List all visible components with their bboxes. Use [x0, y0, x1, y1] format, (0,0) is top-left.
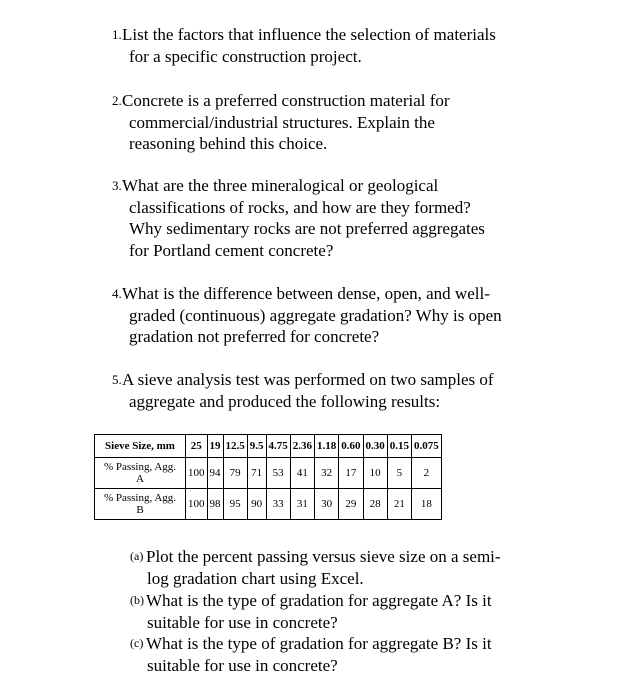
row-label-line: A [136, 473, 144, 485]
row-label-line: % Passing, Agg. [103, 492, 177, 504]
question-4 [112, 283, 552, 348]
question-number: 4. [112, 286, 122, 301]
passing-value-cell: 18 [412, 489, 442, 520]
row-label-line: B [136, 504, 144, 516]
passing-value-cell: 53 [266, 458, 290, 489]
question-number: 1. [112, 27, 122, 42]
sieve-size-cell: 0.60 [339, 435, 363, 458]
passing-value-cell: 28 [363, 489, 387, 520]
subquestion-a [130, 546, 550, 589]
passing-value-cell: 33 [266, 489, 290, 520]
passing-value-cell: 100 [186, 489, 208, 520]
row-label-line: % Passing, Agg. [103, 461, 177, 473]
question-5 [112, 369, 552, 412]
passing-value-cell: 32 [315, 458, 339, 489]
subquestion-letter: (a) [130, 549, 144, 563]
subquestion-letter: (b) [130, 593, 144, 607]
sieve-size-cell: 9.5 [247, 435, 266, 458]
subquestion-b [130, 590, 550, 633]
question-text-line: List the factors that influence the selection of materials [122, 25, 496, 44]
question-text-line: classifications of rocks, and how are they formed? [129, 197, 471, 217]
subquestion-c [130, 633, 550, 676]
passing-value-cell: 98 [207, 489, 223, 520]
table-row [95, 458, 442, 489]
question-text-line: Why sedimentary rocks are not preferred aggregates [129, 219, 485, 238]
sieve-size-cell: 19 [207, 435, 223, 458]
passing-value-cell: 10 [363, 458, 387, 489]
sieve-size-cell: 0.075 [412, 435, 442, 458]
question-text-line: Concrete is a preferred construction material for [122, 91, 450, 110]
sieve-size-cell: 12.5 [223, 435, 247, 458]
question-text-line: graded (continuous) aggregate gradation? Why is open [129, 305, 502, 325]
passing-value-cell: 5 [387, 458, 411, 489]
passing-value-cell: 41 [290, 458, 314, 489]
table-header-row [95, 435, 442, 458]
passing-value-cell: 95 [223, 489, 247, 520]
subquestion-text-line: log gradation chart using Excel. [147, 568, 364, 588]
question-text-line: aggregate and produced the following results: [129, 391, 441, 411]
question-text-line: reasoning behind this choice. [129, 134, 328, 153]
subquestion-text-line: suitable for use in concrete? [147, 655, 338, 675]
question-text-line: for a specific construction project. [129, 46, 362, 66]
question-text-line: gradation not preferred for concrete? [129, 327, 380, 346]
question-1 [112, 24, 552, 67]
sieve-size-cell: 1.18 [315, 435, 339, 458]
row-label [95, 458, 186, 489]
sieve-size-cell: 25 [186, 435, 208, 458]
subquestion-letter: (c) [130, 636, 144, 650]
passing-value-cell: 100 [186, 458, 208, 489]
passing-value-cell: 90 [247, 489, 266, 520]
question-text-line: for Portland cement concrete? [129, 240, 334, 260]
passing-value-cell: 29 [339, 489, 363, 520]
question-2 [112, 90, 552, 155]
passing-value-cell: 21 [387, 489, 411, 520]
subquestion-text-line: Plot the percent passing versus sieve size on a semi- [146, 547, 501, 566]
question-text-line: commercial/industrial structures. Explain the [129, 112, 435, 132]
question-number: 3. [112, 178, 122, 193]
subquestion-text-line: What is the type of gradation for aggregate B? Is it [146, 634, 492, 653]
passing-value-cell: 94 [207, 458, 223, 489]
row-label [95, 489, 186, 520]
sieve-size-cell: 4.75 [266, 435, 290, 458]
sieve-size-cell: 0.30 [363, 435, 387, 458]
passing-value-cell: 17 [339, 458, 363, 489]
sieve-analysis-table [94, 434, 442, 520]
passing-value-cell: 31 [290, 489, 314, 520]
question-number: 5. [112, 372, 122, 387]
passing-value-cell: 71 [247, 458, 266, 489]
table-header-label: Sieve Size, mm [95, 435, 186, 458]
passing-value-cell: 79 [223, 458, 247, 489]
sieve-size-cell: 0.15 [387, 435, 411, 458]
passing-value-cell: 2 [412, 458, 442, 489]
question-3 [112, 175, 552, 261]
passing-value-cell: 30 [315, 489, 339, 520]
question-text-line: What are the three mineralogical or geological [122, 176, 439, 195]
table-row [95, 489, 442, 520]
question-text-line: A sieve analysis test was performed on two samples of [122, 370, 494, 389]
sieve-size-cell: 2.36 [290, 435, 314, 458]
question-text-line: What is the difference between dense, open, and well- [122, 284, 490, 303]
question-number: 2. [112, 93, 122, 108]
subquestion-text-line: suitable for use in concrete? [147, 612, 338, 632]
subquestion-text-line: What is the type of gradation for aggregate A? Is it [146, 591, 492, 610]
